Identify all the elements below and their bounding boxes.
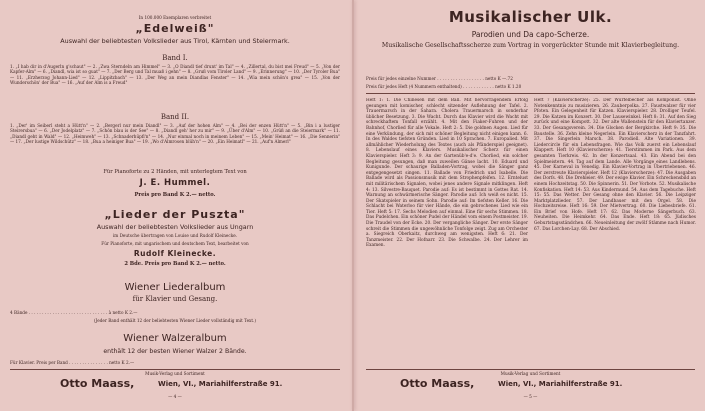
walzeralbum-price: Für Klavier. Preis per Band . . . . . . . . . . . . . . . netto K 2.— bbox=[10, 360, 135, 365]
puszta-subtitle: Auswahl der beliebtesten Volkslieder aus Ungarn bbox=[96, 223, 254, 231]
band1-contents: 1. „I hab dir in d'Augerln g'schaut" — 2. „Zwa Sterndeln am Himmel" — 3. „O Diandl tief drunt' im Tal" — 4. „Zillertal, du bist mei Freud" — 5. „Von der Kapfer-Alm" — 6. „Diandl, wia ist so guat" — 7. „Der Berg und Tal muaß i gehn" — 8. „Gruß vom Tiroler Land" — 9. „Erinnerung" — 10. „Der Tyroler Bua" — 11. „Erzherzog Johann-Lied" — 12. „Lippitzbach" — 13. „Der Weg an mein Diandlas Fenster" — 14. „Wia mein schön's grea" — 15. „Von der Wunderschön' der Bua" — 16. „Auf der Alm is a Freud" bbox=[10, 64, 340, 85]
header-rule bbox=[366, 93, 695, 94]
footer-rule bbox=[366, 369, 695, 370]
puszta-piano-note: Für Pianoforte, mit ungarischem und deutschem Text, bearbeitet von bbox=[101, 241, 249, 246]
walzeralbum-subtitle: enthält 12 der besten Wiener Walzer 2 Bände. bbox=[103, 348, 247, 355]
page-number: — 5 — bbox=[523, 394, 538, 399]
band2-contents: 1. „Der' im Seiberl steht a Hütt'n" — 2. „Bergerl nur mein Diandl" — 3. „Auf der hohen Alm" — 4. „Bei der enzen Hütt'n" — 5. „Bin i a lustiger Steirersbua" — 6. „Der Jodelplatz" — 7. „Schön blau is der See" — 8. „Diandl geh' her zu mir" — 9. „Über d'Alm" — 10. „Grüß an die Steiermark" — 11. „Diandl geht in Wald" — 12. „Heimweh" — 13. „Schnaderhüpfl'n" — 14. „Nur einmal noch in meinem Leben" — 15. „Mein' Heimat" — 16. „Die Sennerin" — 17. „Der lustige Wildschütz" — 18. „Bua a heiniger Bua" — 19. „Wo d'Almrosen blüh'n" — 20. „Ein Heimatl" — 21. „Auf'n Almerl" bbox=[10, 123, 340, 144]
puszta-translator-note: im Deutsche übertragen von Louise und Rudolf Kleinecke. bbox=[112, 233, 238, 238]
publisher-name: Otto Maass, bbox=[60, 377, 135, 390]
price-per-number: Preis für jedes einzelne Nummer . . . . . . . . . . . . . . . . . . netto K —.72 bbox=[366, 76, 513, 81]
band2-label: Band II. bbox=[160, 113, 190, 121]
publisher-name: Otto Maass, bbox=[400, 377, 475, 390]
ulk-subtitle: Parodien und Da capo-Scherze. bbox=[471, 30, 590, 39]
left-page bbox=[0, 0, 350, 411]
right-page bbox=[356, 0, 705, 411]
price-per-heft: Preis für jedes Heft (4 Nummern enthaltend) . . . . . . . . . . . . netto K 1.20 bbox=[366, 84, 522, 89]
publisher-small: Musik-Verlag und Sortiment bbox=[500, 371, 561, 376]
price-band1: Preis pro Band K 2.— netto. bbox=[134, 192, 216, 198]
wiener-liederalbum-title: Wiener Liederalbum bbox=[124, 282, 226, 293]
arranger-name: Rudolf Kleinecke. bbox=[133, 249, 217, 258]
liederalbum-note: (Jeder Band enthält 12 der beliebtesten Wiener Lieder vollständig mit Text.) bbox=[93, 318, 257, 323]
page-fold bbox=[352, 0, 354, 411]
wiener-walzeralbum-title: Wiener Walzeralbum bbox=[123, 333, 227, 344]
print-run-note: In 100.000 Exemplaren verbreitet bbox=[138, 15, 212, 20]
wiener-liederalbum-subtitle: für Klavier und Gesang. bbox=[132, 295, 218, 303]
liederalbum-price-line: 4 Bände . . . . . . . . . . . . . . . . . . . . . . . . . . . . . . à netto K 2.— bbox=[10, 310, 138, 315]
ulk-description: Musikalische Gesellschaftsscherze zum Vortrag in vorgerückter Stunde mit Klavierbegleitung. bbox=[381, 42, 680, 49]
edelweiss-title: „Edelweiß" bbox=[135, 22, 215, 35]
publisher-address: Wien, VI., Mariahilferstraße 91. bbox=[498, 380, 623, 388]
contents-column-left: Heft 1: 1. Die Chinesen mit dem Ball. Mit hervorragendem Erfolg gesungen mit komischer, schlecht sitzender Auflehnung der Tafel. 2. Trauermarsch in der Sahara. Cholera Trauermarsch in sonderbar üblicher Besetzung. 3. Die Wacht. Durch das Klavier wird die Wacht mit schreckhaftem Tonfall erzählt. 4. Mit den Fiaker-Fuhren und der Bahnhof, Chorlied für alle Vokale. Heft 2: 5. Die goldnen Augen. Lied für eine Verkündung, der sich mit schöner Begleitung nicht einigen kann. 6. In des Waldes tiefsten Gründen. Lied in 10 Sprachen. 7. Europalied. Mit allmählicher Wiederholung des Textes (auch als Pfänderspiel geeignet). 8. Lebenslauf eines Klaviers. Musikalischer Scherz für einen Klavierspieler. Heft 3: 9. An der Gartenüb'e-d'e. Chorlied, ein solcher Begleitung gesungen, daß man zuweilen Gänse lacht. 10. Eduard und Kunigunde. Der schaurige Balladen-Vortrag, wobei die Sänger ganz entgegengesetzt singen. 11. Ballade von Friedrich und Isabelle. Die Ballade wird als Passionsmusik mit dem Strophenpfeifen. 12. Erntelust mit militärischem Signalen, wobei jenes andere Signale mitklingen. Heft 4: 13. Silvestre-Bauquet. Parodie auf: Es ist bestimmt in Gottes Rat. 14. Warnung an schwärmerische Sänger. Parodie auf: Ich weiß es nicht. 15. Der Skatspieler in seinem Sohn. Parodie auf: Im tiefsten Keller. 16. Die Schlacht bei Waterloo für vier Hände, die ein gebrochenes Lied wie ein Tier. Heft 5: 17. Sechs Melodien auf einmal. Eine für sechs Stimmen. 18. Das Pudelchen. Ein schöner Pudel der Händel vom einem Postmeister. 19. Die Traudel von der Ecke. 20. Der vergangliche Sänger. Der erste Sänger schreit die Stimmen die ungewöhnliche Tonfolge zeigt. Zug am Orchester a. Siegreich Oberkaitz, durchweg am wenigsten. Heft 6: 21. Der Tanzmeister. 22. Der Hofnarr. 23. Die Schwalbe. 24. Der Lehrer im Examen. bbox=[366, 98, 528, 249]
price-puszta: 2 Bde. Preis pro Band K 2.— netto. bbox=[124, 261, 226, 267]
edelweiss-subtitle: Auswahl der beliebtesten Volkslieder aus Tirol, Kärnten und Steiermark. bbox=[60, 37, 290, 45]
publisher-small: Musik-Verlag und Sortiment bbox=[145, 371, 205, 376]
publisher-address: Wien, VI., Mariahilferstraße 91. bbox=[158, 380, 283, 388]
contents-column-right: Heft 7 (Klavierscherze): 25. Der Würfelbecher als Komponist. Ohne Notenkenntnis zu musizieren. 26. Zauberpolka. 27. Faustwalzer für vier Pfoten. Ein Gelegenheit für Katzen. Klavierspieler. 28. Drolliger Teufel. 29. Die Katzen im Konzert. 30. Der Lausewinkel. Heft 8: 31. Auf den Sieg zurück und eine Kompott. 32. Der alte Wallenstein für den Klaviertanzer. 33. Der Gesangsverein. 34. Die Glocken der Bergkirche. Heft 9: 35. Die Baustelle. 36. Zehn kleine Negerlein. Ein Klavierscherz in der Tanzfahrt. 37. Die Singerlein Marsch. 38. Parodiell. Alte Variationen. 39. Liedercircle für ein Lebensfragen. Wie das Volk zuerst ein Lebenslauf Klappert. Heft 10 (Klavierscherze): 41. Tierstimmen im Park. Aus dem gesamten Tierkreis. 42. In der Konzertsaal. 43. Ein Abend bei den Spielmeistern. 44. Tag auf dem Lande. Alle Vorgänge eines Landlebens. 45. Der Karneval in Venedig. Ein Klavier-Vortrag in Übertriebenen. 46. Der zerstreute Klavierspieler. Heft 12 (Klavierscherze): 47. Die Ausgaben des Dorfs. 48. Die Drehleier. 49. Der ewige Klavier. Ein Schreckensbild an einem Hochzeitstag. 50. Die Spinnerin. 51. Der Vorbote. 52. Musikalische Konfiskation. Heft 14: 53. Aus Kindermund. 54. Aus dem Tagebuche. Heft 15: 55. Das Wetter. Der Gesang ohne den Klavier. 56. Die Leipziger Marktplatzlieder. 57. Der Landbauer mit den Orgel. 58. Die Hochzeitsreise. Heft 16: 59. Der Mietvertrag. 60. Die Liebesbriefe. 61. Ein Brief von Hofe. Heft 17: 62. Das Moderne Sängerbuch. 63. Neuheiten. Die Heimkehr. 64. Das Ende. Heft 18: 65. Jüdisches Geburtstagsständchen. 66. Neueinleitung der zwölf Stämme nach Humor. 67. Das Lorchen-Lay. 68. Der Abschied. bbox=[534, 98, 696, 232]
footer-rule bbox=[10, 369, 340, 370]
ulk-title: Musikalischer Ulk. bbox=[448, 8, 613, 26]
composer-name: J. E. Hummel. bbox=[139, 178, 211, 188]
piano-note: Für Pianoforte zu 2 Händen, mit unterlegtem Text von bbox=[103, 169, 247, 175]
band1-label: Band I. bbox=[162, 54, 188, 62]
page-number: — 4 — bbox=[168, 394, 182, 399]
puszta-title: „Lieder der Puszta" bbox=[104, 208, 246, 221]
